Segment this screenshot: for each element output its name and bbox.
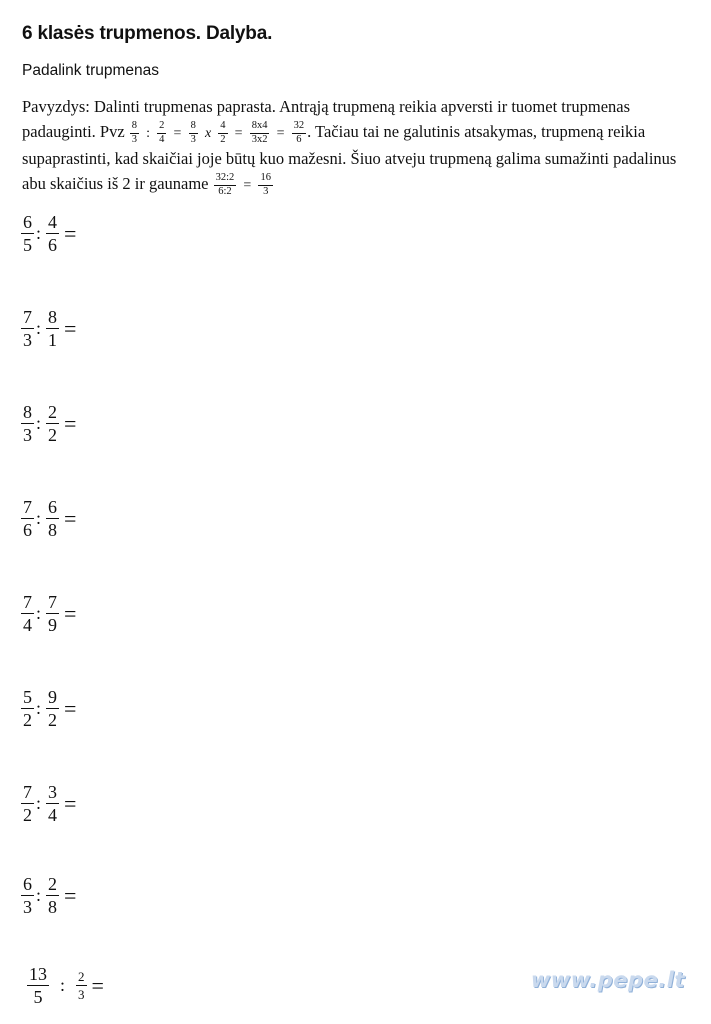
- division-sign: :: [36, 793, 42, 813]
- division-sign: :: [36, 885, 42, 905]
- dividend-fraction: $\frac{7}{6}$: [23, 497, 32, 540]
- division-sign: :: [36, 508, 42, 528]
- equals-sign: =: [64, 220, 77, 246]
- site-watermark: www.pepe.lt: [530, 968, 685, 992]
- dividend-fraction: $\frac{6}{5}$: [23, 212, 32, 255]
- page-title: 6 klasės trupmenos. Dalyba.: [22, 23, 273, 44]
- exercise-item: [20, 875, 76, 916]
- exercise-item: [26, 965, 104, 1006]
- dividend-fraction: $\frac{7}{4}$: [23, 592, 32, 635]
- equals-sign: =: [64, 790, 77, 816]
- dividend-fraction: $\frac{7}{2}$: [23, 782, 32, 825]
- multiplication-sign: x: [204, 126, 212, 141]
- example-fraction: $\frac{8x4}{3x2}$: [251, 120, 268, 145]
- divisor-fraction: $\frac{6}{8}$: [48, 497, 58, 540]
- equals-sign: =: [64, 410, 77, 436]
- example-fraction: $\frac{4}{2}$: [220, 120, 226, 145]
- example-explanation-text: . Tačiau tai ne galutinis atsakymas, trupmeną reikia supaprastinti, kad skaičiai joje būtų kuo mažesni. Šiuo atveju trupmeną galima sumažinti padalinus abu skaičius iš 2 ir gauname: [22, 122, 677, 193]
- division-sign: :: [36, 698, 42, 718]
- divisor-fraction: $\frac{9}{2}$: [48, 687, 58, 730]
- equals-sign: =: [234, 126, 243, 141]
- example-fraction: $\frac{2}{4}$: [159, 120, 165, 145]
- dividend-fraction: $\frac{6}{3}$: [23, 874, 32, 917]
- division-sign: :: [36, 318, 42, 338]
- divisor-fraction: $\frac{8}{1}$: [48, 307, 58, 350]
- equals-sign: =: [64, 882, 77, 908]
- divisor-fraction: $\frac{7}{9}$: [48, 592, 58, 635]
- equals-sign: =: [64, 695, 77, 721]
- task-instruction: Padalink trupmenas: [22, 62, 159, 79]
- division-sign: :: [36, 413, 42, 433]
- divisor-fraction: $\frac{2}{3}$: [78, 969, 85, 1002]
- equals-sign: =: [64, 505, 77, 531]
- division-sign: :: [146, 126, 151, 141]
- exercise-item: [20, 403, 76, 444]
- divisor-fraction: $\frac{3}{4}$: [48, 782, 58, 825]
- dividend-fraction: $\frac{8}{3}$: [23, 402, 32, 445]
- divisor-fraction: $\frac{4}{6}$: [48, 212, 58, 255]
- example-paragraph: [22, 94, 682, 198]
- example-fraction: $\frac{32}{6}$: [293, 120, 305, 145]
- equals-sign: =: [64, 600, 77, 626]
- example-intro-text: Pavyzdys: Dalinti trupmenas paprasta. Antrąją trupmeną reikia apversti ir tuomet trupmenas padauginti. Pvz: [22, 97, 631, 141]
- equals-sign: =: [276, 126, 285, 141]
- example-fraction: $\frac{16}{3}$: [260, 172, 271, 197]
- example-fraction: $\frac{32:2}{6:2}$: [215, 172, 235, 197]
- exercise-item: [20, 498, 76, 539]
- equals-sign: =: [91, 972, 104, 998]
- dividend-fraction: $\frac{5}{2}$: [23, 687, 32, 730]
- division-sign: :: [60, 975, 66, 995]
- exercise-item: [20, 688, 76, 729]
- exercise-item: [20, 308, 76, 349]
- dividend-fraction: $\frac{13}{5}$: [29, 964, 47, 1007]
- exercise-item: [20, 213, 76, 254]
- divisor-fraction: $\frac{2}{8}$: [48, 874, 58, 917]
- example-fraction: $\frac{8}{3}$: [190, 120, 196, 145]
- equals-sign: =: [243, 178, 252, 193]
- equals-sign: =: [173, 126, 182, 141]
- exercise-item: [20, 593, 76, 634]
- divisor-fraction: $\frac{2}{2}$: [48, 402, 58, 445]
- dividend-fraction: $\frac{7}{3}$: [23, 307, 32, 350]
- division-sign: :: [36, 603, 42, 623]
- division-sign: :: [36, 223, 42, 243]
- equals-sign: =: [64, 315, 77, 341]
- exercise-item: [20, 783, 76, 824]
- example-fraction: $\frac{8}{3}$: [131, 120, 138, 145]
